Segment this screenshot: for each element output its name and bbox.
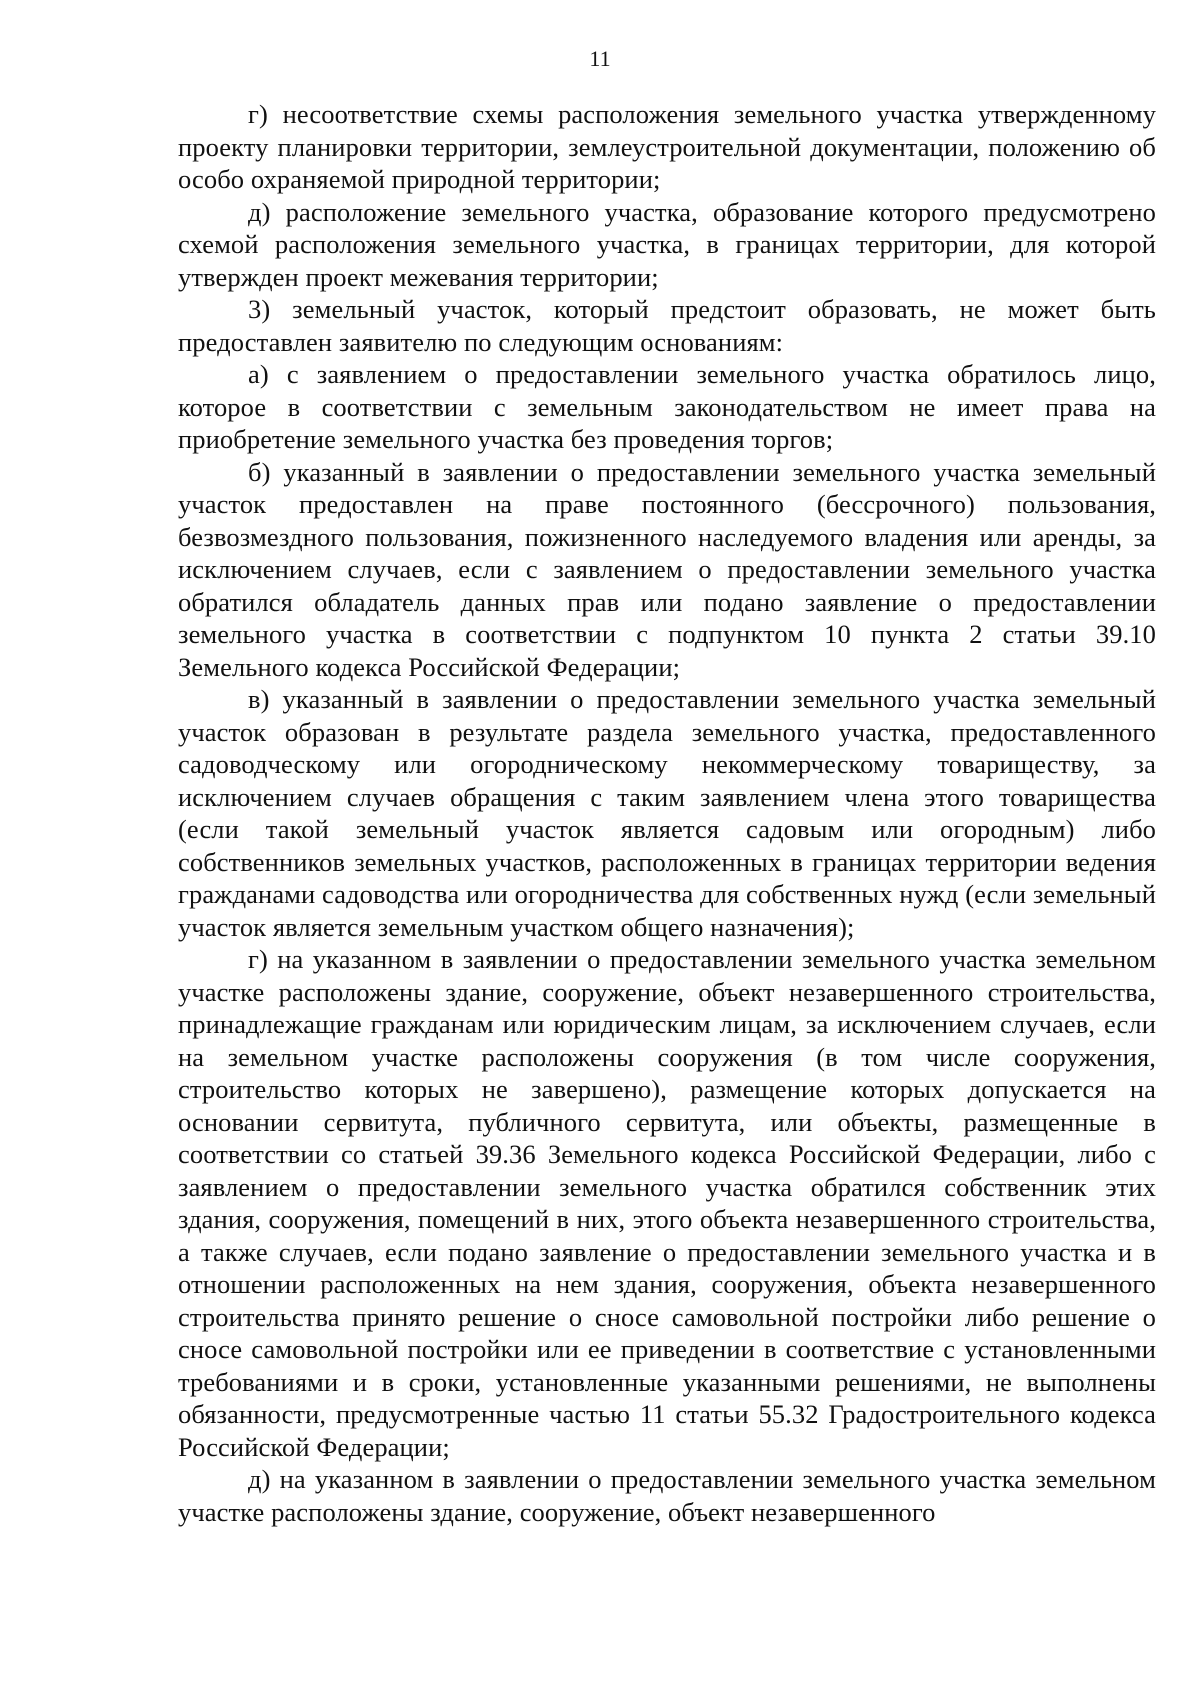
- paragraph-g-scheme-mismatch: г) несоответствие схемы расположения земельного участка утвержденному проекту планировки территории, землеустроительной документации, положению об особо охраняемой природной территории;: [178, 99, 1156, 194]
- paragraph-d-buildings-continued: д) на указанном в заявлении о предоставлении земельного участка земельном участке расположены здание, сооружение, объект незавершенного: [178, 1464, 1156, 1527]
- document-body: [178, 98, 1156, 1528]
- paragraph-v-partition: в) указанный в заявлении о предоставлении земельного участка земельный участок образован в результате раздела земельного участка, предоставленного садоводческому или огородническому некоммерческому товариществу, за исключением случаев обращения с таким заявлением члена этого товарищества (если такой земельный участок является садовым или огородным) либо собственников земельных участков, расположенных в границах территории ведения гражданами садоводства или огородничества для собственных нужд (если земельный участок является земельным участком общего назначения);: [178, 684, 1156, 942]
- paragraph-a-no-right: а) с заявлением о предоставлении земельного участка обратилось лицо, которое в соответствии с земельным законодательством не имеет права на приобретение земельного участка без проведения торгов;: [178, 359, 1156, 454]
- paragraph-b-already-granted: б) указанный в заявлении о предоставлении земельного участка земельный участок предоставлен на праве постоянного (бессрочного) пользования, безвозмездного пользования, пожизненного наследуемого владения или аренды, за исключением случаев, если с заявлением о предоставлении земельного участка обратился обладатель данных прав или подано заявление о предоставлении земельного участка в соответствии с подпунктом 10 пункта 2 статьи 39.10 Земельного кодекса Российской Федерации;: [178, 456, 1156, 682]
- page-number: 11: [589, 46, 611, 71]
- paragraph-3-grounds: 3) земельный участок, который предстоит образовать, не может быть предоставлен заявителю по следующим основаниям:: [178, 294, 1156, 357]
- paragraph-g-buildings: г) на указанном в заявлении о предоставлении земельного участка земельном участке расположены здание, сооружение, объект незавершенного строительства, принадлежащие гражданам или юридическим лицам, за исключением случаев, если на земельном участке расположены сооружения (в том числе сооружения, строительство которых не завершено), размещение которых допускается на основании сервитута, публичного сервитута, или объекты, размещенные в соответствии со статьей 39.36 Земельного кодекса Российской Федерации, либо с заявлением о предоставлении земельного участка обратился собственник этих здания, сооружения, помещений в них, этого объекта незавершенного строительства, а также случаев, если подано заявление о предоставлении земельного участка и в отношении расположенных на нем здания, сооружения, объекта незавершенного строительства принято решение о сносе самовольной постройки либо решение о сносе самовольной постройки или ее приведении в соответствие с установленными требованиями и в сроки, установленные указанными решениями, не выполнены обязанности, предусмотренные частью 11 статьи 55.32 Градостроительного кодекса Российской Федерации;: [178, 944, 1156, 1462]
- paragraph-d-surveying-project: д) расположение земельного участка, образование которого предусмотрено схемой расположения земельного участка, в границах территории, для которой утвержден проект межевания территории;: [178, 196, 1156, 292]
